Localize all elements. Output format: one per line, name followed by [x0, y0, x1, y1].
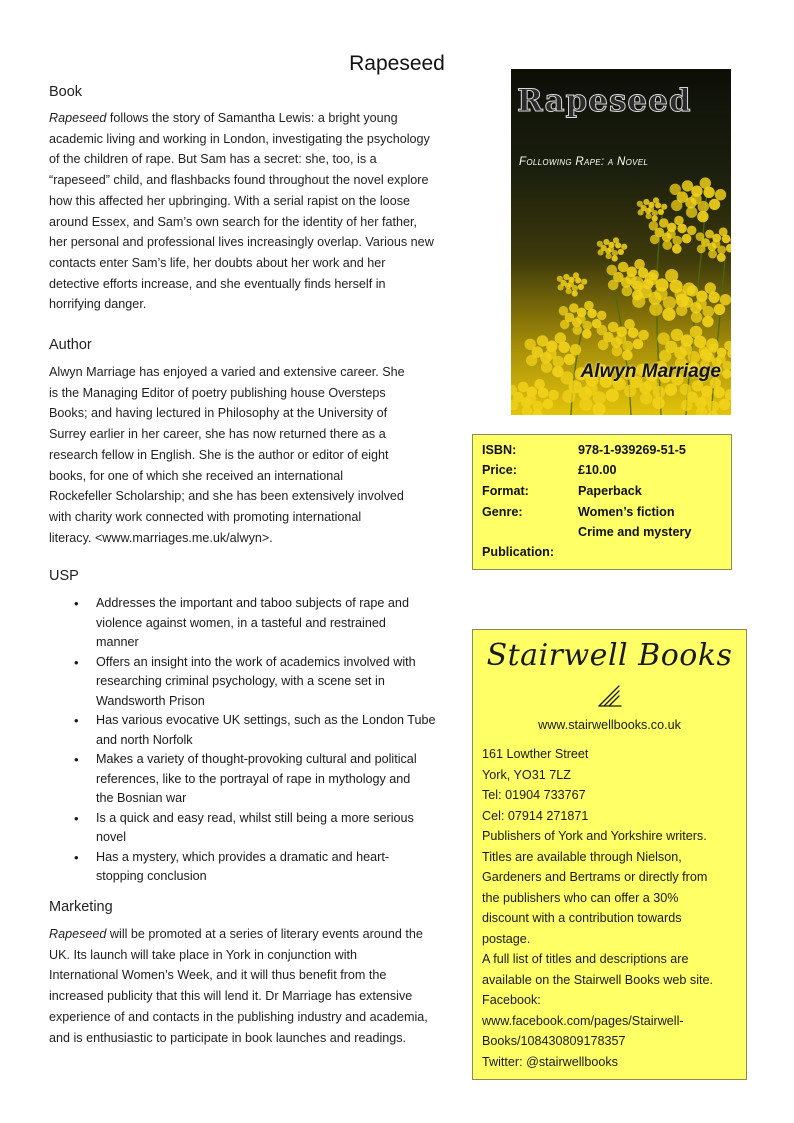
- flower-blossom: [652, 215, 658, 221]
- flower-blossom: [658, 209, 664, 215]
- isbn-value: 978-1-939269-51-5: [578, 443, 686, 457]
- flower-blossom: [582, 329, 592, 339]
- flower-blossom: [665, 384, 677, 396]
- flower-blossom: [714, 304, 725, 315]
- flower-blossom: [562, 390, 575, 403]
- author-line: with charity work connected with promoting international: [49, 509, 362, 524]
- flower-blossom: [518, 382, 529, 393]
- flower-blossom: [578, 284, 584, 290]
- flower-blossom: [570, 344, 581, 355]
- flower-blossom: [687, 226, 697, 236]
- publisher-text-line: available on the Stairwell Books web site.: [482, 972, 714, 987]
- book-info-box: ISBN: 978-1-939269-51-5 Price: £10.00 Format: Paperback Genre: Women’s fiction Crime and mystery Publication:: [472, 434, 732, 570]
- flower-blossom: [553, 356, 564, 367]
- flower-blossom: [558, 284, 564, 290]
- flower-blossom: [720, 294, 731, 305]
- flower-blossom: [597, 311, 607, 321]
- flower-blossom: [652, 397, 664, 409]
- flower-blossom: [665, 269, 678, 282]
- publisher-box: [472, 629, 747, 1080]
- flower-blossom: [709, 199, 720, 210]
- flower-blossom: [715, 189, 726, 200]
- flower-blossom: [717, 246, 726, 255]
- author-line: Surrey earlier in her career, she has now returned there as a: [49, 427, 386, 442]
- flower-blossom: [674, 216, 684, 226]
- flower-blossom: [653, 197, 659, 203]
- flower-blossom: [618, 249, 624, 255]
- flower-blossom: [537, 335, 548, 346]
- flower-blossom: [606, 389, 619, 402]
- flower-blossom: [608, 322, 619, 333]
- flower-blossom: [697, 211, 708, 222]
- publisher-text-line: A full list of titles and descriptions are: [482, 952, 689, 966]
- flower-blossom: [632, 295, 645, 308]
- flower-blossom: [652, 210, 658, 216]
- publisher-name: Stairwell Books: [486, 638, 733, 673]
- flower-blossom: [543, 399, 554, 410]
- flower-blossom: [657, 332, 669, 344]
- flower-blossom: [555, 332, 566, 343]
- flower-blossom: [680, 384, 691, 395]
- usp-item: • Offers an insight into the work of academics involved with researching criminal psychology, with a scene set in Wandsworth Prison: [49, 653, 459, 712]
- flower-blossom: [582, 321, 592, 331]
- flower-blossom: [725, 389, 731, 400]
- flower-blossom: [634, 259, 645, 270]
- book-line: horrifying danger.: [49, 297, 147, 312]
- flower-blossom: [697, 245, 706, 254]
- flower-blossom: [563, 274, 569, 280]
- publisher-text-line: the publishers who can offer a 30%: [482, 890, 679, 905]
- book-heading: Book: [49, 84, 83, 100]
- flower-blossom: [671, 329, 683, 341]
- flower-blossom: [696, 232, 705, 241]
- publisher-tel: Tel: 01904 733767: [482, 788, 586, 802]
- flower-blossom: [682, 180, 693, 191]
- flower-blossom: [659, 218, 669, 228]
- cover-author: Alwyn Marriage: [580, 361, 721, 382]
- marketing-line: Rapeseed will be promoted at a series of literary events around the: [49, 927, 423, 941]
- flower-blossom: [696, 407, 707, 416]
- genre-value: Women’s fiction: [578, 505, 675, 519]
- flower-blossom: [724, 341, 731, 351]
- flower-blossom: [663, 240, 673, 250]
- flower-blossom: [608, 280, 619, 291]
- flower-blossom: [682, 234, 692, 244]
- flower-blossom: [548, 390, 559, 401]
- marketing-line: experience of and contacts in the publishing industry and academia,: [49, 1009, 428, 1024]
- flower-blossom: [702, 316, 713, 327]
- author-line: research fellow in English. She is the author or editor of eight: [49, 447, 389, 462]
- marketing-line: increased publicity that this will lend it. Dr Marriage has extensive: [49, 989, 413, 1004]
- flower-blossom: [560, 371, 573, 384]
- flower-blossom: [700, 177, 711, 188]
- flower-blossom: [717, 253, 726, 262]
- author-line: Books; and having lectured in Philosophy at the University of: [49, 406, 388, 421]
- usp-list: [49, 594, 459, 887]
- flower-blossom: [708, 250, 717, 259]
- publisher-twitter: Twitter: @stairwellbooks: [482, 1054, 618, 1069]
- flower-blossom: [719, 227, 728, 236]
- author-line: literacy. <www.marriages.me.uk/alwyn>.: [49, 530, 273, 545]
- book-line: of the children of rape. But Sam has a secret: she, too, is a: [49, 152, 377, 167]
- flower-blossom: [573, 325, 583, 335]
- flower-blossom: [573, 272, 579, 278]
- flower-blossom: [597, 241, 603, 247]
- flower-blossom: [557, 276, 563, 282]
- usp-item: • Has various evocative UK settings, such as the London Tube and north Norfolk: [49, 711, 459, 750]
- flower-blossom: [624, 319, 635, 330]
- publisher-text-line: Publishers of York and Yorkshire writers.: [482, 829, 707, 843]
- flower-blossom: [686, 207, 697, 218]
- flower-blossom: [662, 308, 675, 321]
- marketing-line: International Women’s Week, and it will thus benefit from the: [49, 968, 387, 983]
- flower-blossom: [670, 184, 681, 195]
- publisher-facebook-link[interactable]: Books/108430809178357: [482, 1034, 626, 1048]
- publisher-text-line: discount with a contribution towards: [482, 911, 682, 925]
- book-line: around Essex, and Sam’s own search for the identity of her father,: [49, 214, 417, 229]
- flower-blossom: [676, 305, 687, 316]
- flower-blossom: [572, 290, 578, 296]
- cover-subtitle: Following Rape: a Novel: [519, 156, 649, 168]
- flower-blossom: [598, 340, 609, 351]
- book-line: her personal and professional lives increasingly overlap. Various new: [49, 235, 434, 250]
- author-line: is the Managing Editor of poetry publishing house Oversteps: [49, 385, 386, 400]
- flower-blossom: [649, 221, 659, 231]
- book-description: [49, 108, 469, 315]
- usp-item: • Has a mystery, which provides a dramatic and heart- stopping conclusion: [49, 848, 459, 887]
- flower-blossom: [584, 301, 594, 311]
- publisher-address-city: York, YO31 7LZ: [482, 767, 571, 782]
- flower-blossom: [564, 354, 575, 365]
- publisher-text-line: Gardeners and Bertrams or directly from: [482, 870, 708, 884]
- author-description: [49, 362, 459, 548]
- book-line: how this affected her upbringing. With a serial rapist on the loose: [49, 193, 410, 208]
- flower-blossom: [645, 272, 658, 285]
- flower-blossom: [560, 320, 570, 330]
- price-value: £10.00: [578, 463, 617, 477]
- publisher-details: [482, 744, 740, 1072]
- book-line: Rapeseed follows the story of Samantha Lewis: a bright young: [49, 111, 398, 125]
- flower-blossom: [566, 288, 572, 294]
- flower-blossom: [649, 303, 662, 316]
- flower-blossom: [698, 201, 709, 212]
- usp-item: • Is a quick and easy read, whilst still being a more serious novel: [49, 809, 459, 848]
- flower-blossom: [593, 391, 606, 404]
- marketing-title-italic: Rapeseed: [49, 927, 107, 941]
- author-line: Rockefeller Scholarship; and she has been extensively involved: [49, 489, 404, 504]
- flower-blossom: [622, 350, 633, 361]
- flower-blossom: [643, 199, 649, 205]
- flower-blossom: [569, 303, 579, 313]
- flower-blossom: [638, 330, 649, 341]
- flower-blossom: [646, 213, 652, 219]
- flower-blossom: [612, 346, 623, 357]
- flower-blossom: [722, 369, 731, 379]
- flower-blossom: [597, 325, 608, 336]
- flower-blossom: [613, 237, 619, 243]
- author-line: Alwyn Marriage has enjoyed a varied and extensive career. She: [49, 365, 405, 379]
- flower-blossom: [572, 285, 578, 291]
- flower-blossom: [630, 276, 643, 289]
- flower-blossom: [606, 253, 612, 259]
- book-line: “rapeseed” child, and flashbacks found throughout the novel explore: [49, 173, 429, 188]
- flower-blossom: [672, 236, 682, 246]
- usp-heading: USP: [49, 568, 79, 584]
- flower-blossom: [707, 411, 718, 415]
- book-line: contacts enter Sam’s life, her doubts about her work and her: [49, 255, 386, 270]
- flower-blossom: [719, 399, 730, 410]
- publisher-text-line: Titles are available through Nielson,: [482, 849, 682, 864]
- marketing-line: and is enthusiastic to participate in book launches and readings.: [49, 1030, 407, 1045]
- flower-blossom: [522, 406, 533, 415]
- flower-blossom: [691, 312, 702, 323]
- flower-blossom: [690, 326, 702, 338]
- flower-blossom: [525, 339, 536, 350]
- flower-blossom: [705, 282, 716, 293]
- flower-blossom: [650, 235, 660, 245]
- flower-blossom: [621, 244, 627, 250]
- publisher-facebook-link[interactable]: www.facebook.com/pages/Stairwell-: [482, 1013, 684, 1028]
- publisher-cel: Cel: 07914 271871: [482, 808, 589, 823]
- flower-blossom: [534, 379, 545, 390]
- publisher-address-street: 161 Lowther Street: [482, 747, 589, 761]
- book-title-italic: Rapeseed: [49, 111, 107, 125]
- flower-blossom: [699, 346, 709, 356]
- flower-blossom: [612, 255, 618, 261]
- flower-blossom: [681, 400, 692, 411]
- usp-item: • Addresses the important and taboo subjects of rape and violence against women, in a tasteful and restrained manner: [49, 594, 459, 653]
- flower-blossom: [532, 410, 543, 415]
- flower-blossom: [640, 392, 652, 404]
- flower-blossom: [726, 244, 731, 253]
- flower-blossom: [624, 385, 636, 397]
- publisher-text-line: postage.: [482, 931, 531, 946]
- flower-blossom: [622, 286, 633, 297]
- flower-blossom: [603, 239, 609, 245]
- publisher-website-link[interactable]: www.stairwellbooks.co.uk: [538, 718, 681, 732]
- author-heading: Author: [49, 337, 92, 353]
- flower-blossom: [653, 386, 665, 398]
- flower-blossom: [533, 401, 544, 412]
- flower-blossom: [637, 201, 643, 207]
- flower-blossom: [671, 200, 682, 211]
- publisher-facebook-label: Facebook:: [482, 993, 541, 1007]
- cover-title: Rapeseed: [517, 83, 692, 119]
- marketing-line: UK. Its launch will take place in York in conjunction with: [49, 947, 358, 962]
- flower-blossom: [579, 398, 592, 411]
- flower-blossom: [708, 401, 719, 412]
- usp-item: • Makes a variety of thought-provoking cultural and political references, like to the portrayal of rape in mythology and the Bosnian war: [49, 750, 459, 809]
- stairwell-logo-icon: [597, 682, 623, 708]
- flower-blossom: [607, 265, 618, 276]
- flower-blossom: [638, 209, 644, 215]
- flower-blossom: [661, 204, 667, 210]
- flower-blossom: [633, 339, 644, 350]
- flower-blossom: [541, 362, 552, 373]
- page-title: Rapeseed: [349, 52, 445, 75]
- marketing-description: [49, 924, 469, 1048]
- marketing-heading: Marketing: [49, 899, 113, 915]
- flower-blossom: [703, 306, 714, 317]
- flower-blossom: [687, 285, 698, 296]
- flower-blossom: [618, 262, 629, 273]
- flower-blossom: [581, 279, 587, 285]
- flower-blossom: [709, 343, 719, 353]
- flower-blossom: [612, 250, 618, 256]
- flower-blossom: [675, 289, 686, 300]
- book-line: detective efforts increase, and she eventually finds herself in: [49, 276, 386, 291]
- book-line: academic living and working in London, investigating the psychology: [49, 131, 430, 146]
- author-line: books, for one of which she received an international: [49, 468, 344, 483]
- book-cover-image: [511, 69, 731, 415]
- flower-blossom: [592, 403, 605, 415]
- flower-blossom: [598, 249, 604, 255]
- genre-value-2: Crime and mystery: [578, 525, 692, 539]
- flower-blossom: [623, 341, 634, 352]
- flower-blossom: [672, 244, 682, 254]
- flower-blossom: [526, 355, 537, 366]
- flower-blossom: [705, 230, 714, 239]
- flower-blossom: [559, 306, 569, 316]
- format-value: Paperback: [578, 484, 642, 498]
- flower-blossom: [663, 296, 676, 309]
